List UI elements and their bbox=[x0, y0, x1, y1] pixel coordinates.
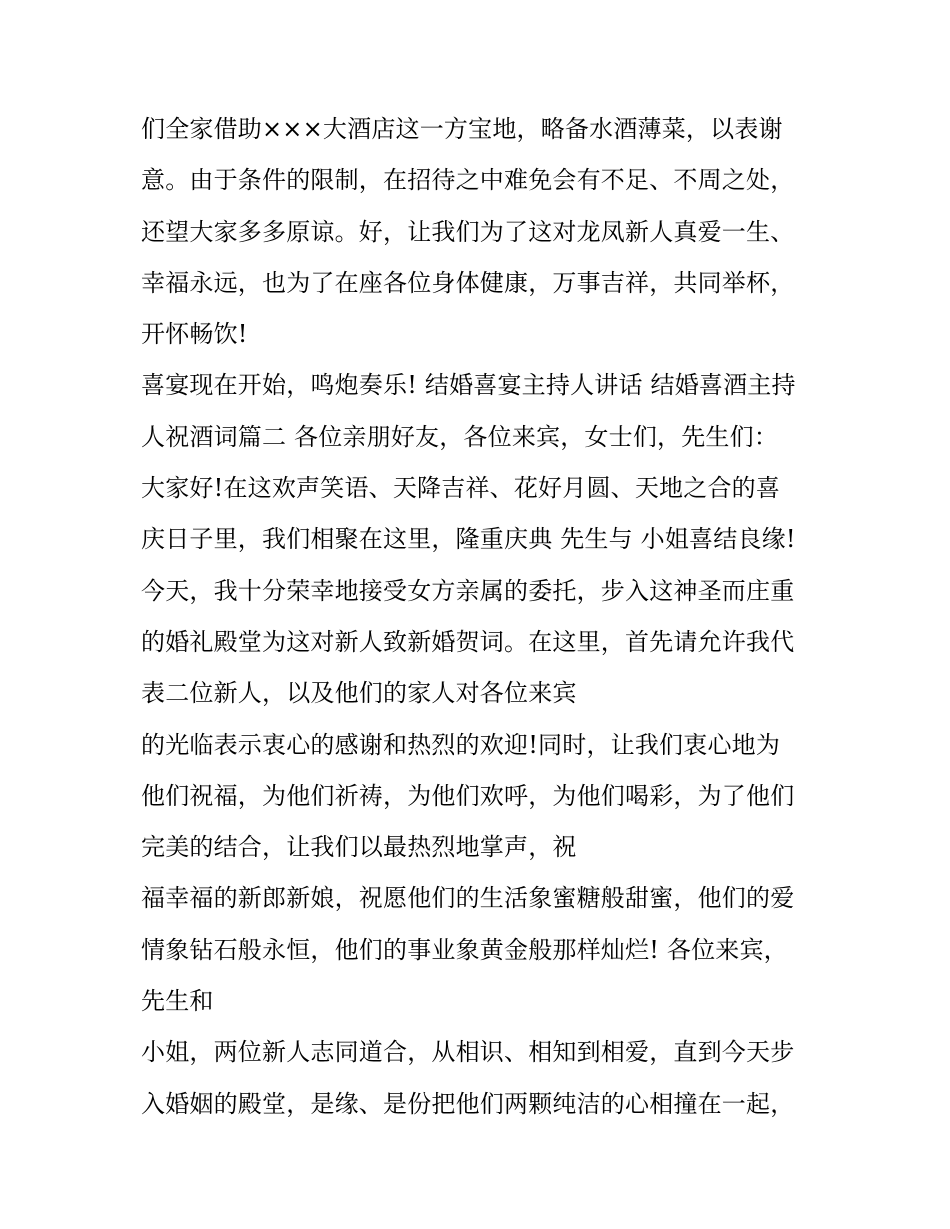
text-line-19: 小姐，两位新人志同道合，从相识、相知到相爱，直到今天步 bbox=[141, 1038, 795, 1067]
text-line-16: 福幸福的新郎新娘，祝愿他们的生活象蜜糖般甜蜜，他们的爱 bbox=[141, 884, 795, 913]
document-body bbox=[141, 109, 821, 1135]
text-line-10: 今天，我十分荣幸地接受女方亲属的委托，步入这神圣而庄重 bbox=[141, 576, 795, 605]
text-line-3: 还望大家多多原谅。好，让我们为了这对龙凤新人真爱一生、 bbox=[141, 217, 795, 246]
text-line-18: 先生和 bbox=[141, 987, 214, 1016]
text-line-11: 的婚礼殿堂为这对新人致新婚贺词。在这里，首先请允许我代 bbox=[141, 627, 795, 656]
text-line-15: 完美的结合，让我们以最热烈地掌声，祝 bbox=[141, 833, 577, 862]
text-line-2: 意。由于条件的限制，在招待之中难免会有不足、不周之处， bbox=[141, 166, 795, 195]
text-line-14: 他们祝福，为他们祈祷，为他们欢呼，为他们喝彩，为了他们 bbox=[141, 781, 795, 810]
text-line-4: 幸福永远，也为了在座各位身体健康，万事吉祥，共同举杯， bbox=[141, 268, 795, 297]
text-line-20: 入婚姻的殿堂，是缘、是份把他们两颗纯洁的心相撞在一起， bbox=[141, 1089, 795, 1118]
text-line-7: 人祝酒词篇二 各位亲朋好友，各位来宾，女士们，先生们： bbox=[141, 422, 779, 451]
text-line-5: 开怀畅饮! bbox=[141, 320, 248, 349]
text-line-8: 大家好!在这欢声笑语、天降吉祥、花好月圆、天地之合的喜 bbox=[141, 474, 781, 503]
text-line-17: 情象钻石般永恒，他们的事业象黄金般那样灿烂! 各位来宾， bbox=[141, 935, 788, 964]
text-line-9: 庆日子里，我们相聚在这里，隆重庆典 先生与 小姐喜结良缘! bbox=[141, 525, 796, 554]
text-line-1: 们全家借助×××大酒店这一方宝地，略备水酒薄菜，以表谢 bbox=[141, 115, 783, 143]
text-line-6: 喜宴现在开始，鸣炮奏乐! 结婚喜宴主持人讲话 结婚喜酒主持 bbox=[141, 371, 796, 400]
text-line-12: 表二位新人，以及他们的家人对各位来宾 bbox=[141, 679, 577, 708]
text-line-13: 的光临表示衷心的感谢和热烈的欢迎!同时，让我们衷心地为 bbox=[141, 730, 781, 759]
